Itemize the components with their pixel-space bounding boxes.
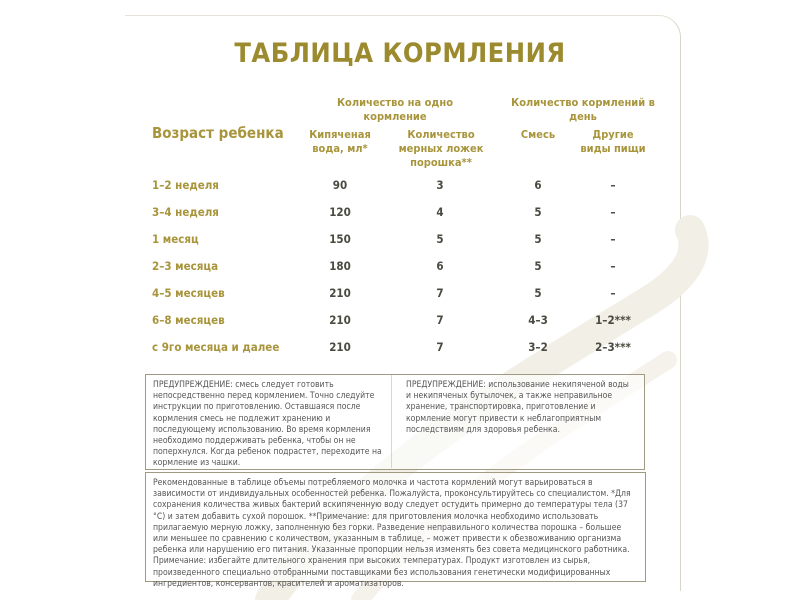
water-cell: 210 bbox=[329, 286, 351, 300]
other-food-cell: 1–2*** bbox=[595, 313, 631, 327]
formula-cell: 4–3 bbox=[528, 313, 548, 327]
age-cell: 2–3 месяца bbox=[152, 259, 219, 273]
column-header-formula: Смесь bbox=[520, 128, 556, 141]
group-header-per-feeding: Количество на одно кормление bbox=[336, 96, 454, 123]
other-food-cell: – bbox=[610, 178, 616, 192]
formula-cell: 3–2 bbox=[528, 340, 548, 354]
column-header-water: Кипяченая вода, мл* bbox=[309, 128, 371, 155]
formula-cell: 6 bbox=[534, 178, 542, 192]
other-food-cell: – bbox=[610, 205, 616, 219]
column-header-spoons: Количество мерных ложек порошка** bbox=[398, 128, 484, 169]
formula-cell: 5 bbox=[534, 286, 542, 300]
formula-cell: 5 bbox=[534, 232, 542, 246]
footnote-box bbox=[145, 472, 646, 589]
table-row bbox=[0, 310, 800, 330]
age-cell: 4–5 месяцев bbox=[152, 286, 225, 300]
spoons-cell: 3 bbox=[436, 178, 444, 192]
table-row bbox=[0, 229, 800, 249]
age-cell: с 9го месяца и далее bbox=[152, 340, 280, 354]
other-food-cell: 2–3*** bbox=[595, 340, 631, 354]
age-cell: 6–8 месяцев bbox=[152, 313, 225, 327]
table-row bbox=[0, 337, 800, 357]
warning-box-right bbox=[392, 374, 645, 470]
water-cell: 210 bbox=[329, 340, 351, 354]
spoons-cell: 5 bbox=[436, 232, 444, 246]
other-food-cell: – bbox=[610, 232, 616, 246]
age-cell: 3–4 неделя bbox=[152, 205, 219, 219]
other-food-cell: – bbox=[610, 259, 616, 273]
column-header-other: Другие виды пищи bbox=[580, 128, 646, 155]
water-cell: 210 bbox=[329, 313, 351, 327]
table-row bbox=[0, 202, 800, 222]
footnote-text: Рекомендованные в таблице объемы потребляемого молочка и частота кормлений могут варьироваться в зависимости от индивидуальных особенностей ребенка. Пожалуйста, проконсультируйтесь со специалистом. *Для сохранения количества живых бактерий вскипяченную воду следует остудить примерно до температуры тела (37 °С) и затем добавить сухой порошок. **Примечание: для приготовления молочка необходимо использовать прилагаемую мерную ложку, заполненную без горки. Разведение неправильного количества порошка – большее или меньшее по сравнению с количеством, указанным в таблице, – может привести к обезвоживанию организма ребенка или нарушению его питания. Указанные пропорции нельзя изменять без совета медицинского работника. Примечание: избегайте длительного хранения при высоких температурах. Продукт изготовлен из сырья, произведенного специально отобранными поставщиками без использования генетически модифицированных ингредиентов, консервантов, красителей и ароматизаторов. bbox=[153, 478, 631, 589]
age-cell: 1 месяц bbox=[152, 232, 199, 246]
spoons-cell: 7 bbox=[436, 286, 444, 300]
warning-left-text: ПРЕДУПРЕЖДЕНИЕ: смесь следует готовить непосредственно перед кормлением. Точно следуйте инструкции по приготовлению. Оставшаяся после кормления смесь не подлежит хранению и последующему использованию. Во время кормления необходимо поддерживать ребенка, чтобы он не поперхнулся. Когда ребенок подрастет, переходите на кормление из чашки. bbox=[153, 380, 382, 469]
water-cell: 150 bbox=[329, 232, 351, 246]
water-cell: 120 bbox=[329, 205, 351, 219]
table-row bbox=[0, 175, 800, 195]
age-cell: 1–2 неделя bbox=[152, 178, 219, 192]
water-cell: 90 bbox=[332, 178, 348, 192]
column-header-age: Возраст ребенка bbox=[152, 124, 284, 142]
table-row bbox=[0, 256, 800, 276]
table-row bbox=[0, 283, 800, 303]
water-cell: 180 bbox=[329, 259, 351, 273]
formula-cell: 5 bbox=[534, 205, 542, 219]
page-title: ТАБЛИЦА КОРМЛЕНИЯ bbox=[234, 38, 566, 69]
spoons-cell: 4 bbox=[436, 205, 444, 219]
warning-box-left bbox=[145, 374, 392, 470]
spoons-cell: 7 bbox=[436, 340, 444, 354]
spoons-cell: 6 bbox=[436, 259, 444, 273]
warning-right-text: ПРЕДУПРЕЖДЕНИЕ: использование некипяченой воды и некипяченых бутылочек, а также неправильное хранение, транспортировка, приготовление и кормление могут привести к неблагоприятным последствиям для здоровья ребенка. bbox=[406, 380, 629, 435]
other-food-cell: – bbox=[610, 286, 616, 300]
formula-cell: 5 bbox=[534, 259, 542, 273]
group-header-per-day: Количество кормлений в день bbox=[511, 96, 655, 123]
spoons-cell: 7 bbox=[436, 313, 444, 327]
